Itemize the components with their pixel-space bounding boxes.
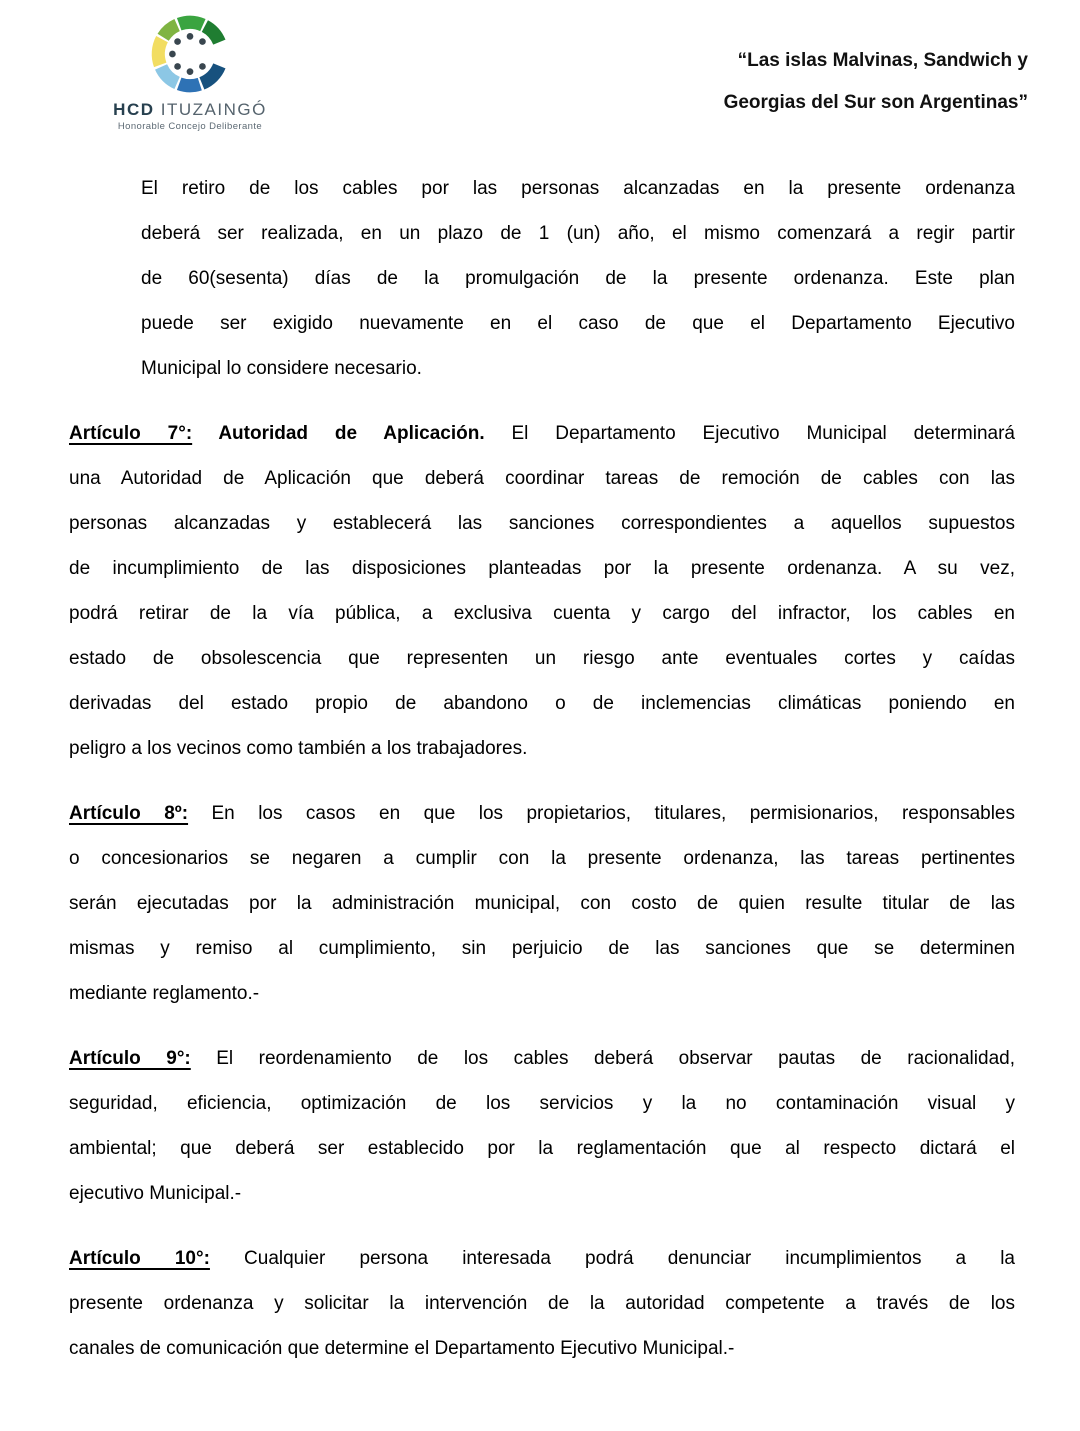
article-label: Artículo 7°: xyxy=(69,423,193,444)
text-segment: presente ordenanza y solicitar la intervención de la autoridad competente a través de los xyxy=(69,1293,1015,1314)
logo-acronym: HCD xyxy=(113,100,155,119)
text-line xyxy=(141,346,1015,391)
text-line xyxy=(141,166,1015,211)
text-line xyxy=(141,211,1015,256)
logo-ring-segment xyxy=(161,67,177,83)
text-line xyxy=(69,1171,1015,1216)
logo-dot xyxy=(199,63,206,70)
text-segment: En los casos en que los propietarios, titulares, permisionarios, responsables xyxy=(188,803,1015,824)
text-line xyxy=(69,681,1015,726)
hcd-logo-ring-icon xyxy=(144,10,236,98)
logo-dot xyxy=(187,68,194,75)
text-segment: ejecutivo Municipal.- xyxy=(69,1183,242,1204)
article-label: Artículo 9°: xyxy=(69,1048,191,1069)
text-segment: deberá ser realizada, en un plazo de 1 (un) año, el mismo comenzará a regir partir xyxy=(141,223,1015,244)
text-segment: una Autoridad de Aplicación que deberá coordinar tareas de remoción de cables con las xyxy=(69,468,1015,489)
text-segment: derivadas del estado propio de abandono o de inclemencias climáticas poniendo en xyxy=(69,693,1015,714)
logo-dot xyxy=(169,51,176,58)
article-10-paragraph xyxy=(69,1236,1015,1371)
text-segment: puede ser exigido nuevamente en el caso de que el Departamento Ejecutivo xyxy=(141,313,1015,334)
logo-ring-segment xyxy=(179,22,203,25)
text-line xyxy=(69,1126,1015,1171)
text-segment: canales de comunicación que determine el Departamento Ejecutivo Municipal.- xyxy=(69,1338,735,1359)
text-line xyxy=(69,591,1015,636)
text-segment: mediante reglamento.- xyxy=(69,983,260,1004)
text-segment: de incumplimiento de las disposiciones planteadas por la presente ordenanza. A su vez, xyxy=(69,558,1015,579)
text-line xyxy=(69,456,1015,501)
text-line xyxy=(69,501,1015,546)
text-segment: personas alcanzadas y establecerá las sanciones correspondientes a aquellos supuestos xyxy=(69,513,1015,534)
text-line xyxy=(69,1281,1015,1326)
logo-wordmark xyxy=(110,100,270,120)
text-segment: El reordenamiento de los cables deberá observar pautas de racionalidad, xyxy=(190,1048,1015,1069)
text-segment: ambiental; que deberá ser establecido por la reglamentación que al respecto dictará el xyxy=(69,1138,1015,1159)
text-line xyxy=(141,301,1015,346)
text-segment: seguridad, eficiencia, optimización de los servicios y la no contaminación visual y xyxy=(69,1093,1015,1114)
logo-dot xyxy=(199,38,206,45)
article-7-paragraph xyxy=(69,411,1015,771)
text-line xyxy=(69,1081,1015,1126)
text-segment: Autoridad de Aplicación. xyxy=(192,423,485,444)
logo-dot xyxy=(174,63,181,70)
text-line xyxy=(69,726,1015,771)
article-label: Artículo 8º: xyxy=(69,803,189,824)
logo-city-name: ITUZAINGÓ xyxy=(160,100,267,119)
text-segment: El retiro de los cables por las personas alcanzadas en la presente ordenanza xyxy=(141,178,1015,199)
hcd-logo xyxy=(110,10,270,132)
text-segment: El Departamento Ejecutivo Municipal determinará xyxy=(484,423,1015,444)
logo-ring-segment xyxy=(205,26,220,42)
text-line xyxy=(69,546,1015,591)
text-segment: serán ejecutadas por la administración municipal, con costo de quien resulte titular de las xyxy=(69,893,1015,914)
text-line xyxy=(69,836,1015,881)
text-line xyxy=(69,411,1015,456)
article-label: Artículo 10°: xyxy=(69,1248,210,1269)
text-segment: Municipal lo considere necesario. xyxy=(141,358,422,379)
document-body xyxy=(69,166,1015,1391)
malvinas-motto xyxy=(724,40,1028,124)
text-segment: podrá retirar de la vía pública, a exclusiva cuenta y cargo del infractor, los cables en xyxy=(69,603,1015,624)
article-9-paragraph xyxy=(69,1036,1015,1216)
text-line xyxy=(69,636,1015,681)
text-line xyxy=(69,1326,1015,1371)
logo-ring-segment xyxy=(163,25,177,37)
text-line xyxy=(69,971,1015,1016)
logo-dot xyxy=(174,38,181,45)
text-segment: Cualquier persona interesada podrá denunciar incumplimientos a la xyxy=(209,1248,1015,1269)
intro-paragraph xyxy=(141,166,1015,391)
text-segment: mismas y remiso al cumplimiento, sin perjuicio de las sanciones que se determinen xyxy=(69,938,1015,959)
logo-subtitle: Honorable Concejo Deliberante xyxy=(117,121,263,132)
text-segment: estado de obsolescencia que representen un riesgo ante eventuales cortes y caídas xyxy=(69,648,1015,669)
article-8-paragraph xyxy=(69,791,1015,1016)
text-line xyxy=(69,791,1015,836)
text-line xyxy=(69,926,1015,971)
logo-ring-segment xyxy=(179,84,200,86)
text-line xyxy=(69,881,1015,926)
motto-line-2: Georgias del Sur son Argentinas” xyxy=(723,92,1028,113)
text-line xyxy=(69,1236,1015,1281)
text-line xyxy=(141,256,1015,301)
text-segment: de 60(sesenta) días de la promulgación de la presente ordenanza. Este plan xyxy=(141,268,1015,289)
logo-dot xyxy=(187,33,194,40)
text-segment: o concesionarios se negaren a cumplir con la presente ordenanza, las tareas pertinentes xyxy=(69,848,1015,869)
motto-line-1: “Las islas Malvinas, Sandwich y xyxy=(737,50,1028,71)
text-segment: peligro a los vecinos como también a los trabajadores. xyxy=(69,738,528,759)
logo-ring-segment xyxy=(158,39,162,65)
text-line xyxy=(69,1036,1015,1081)
